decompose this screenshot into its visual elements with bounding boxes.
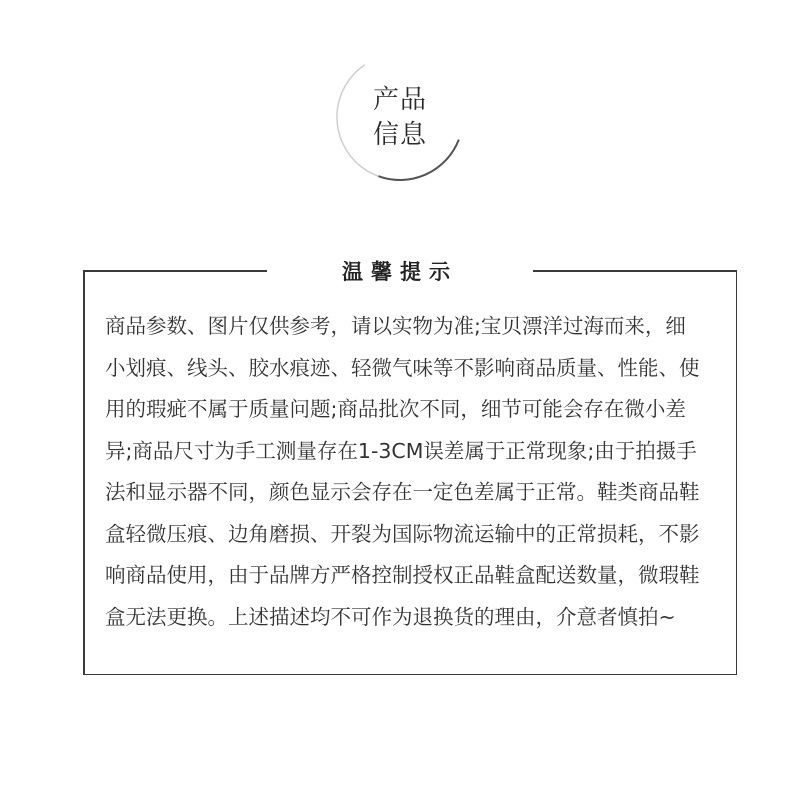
notice-line: 盒无法更换。上述描述均不可作为退换货的理由，介意者慎拍~ [105, 604, 676, 629]
notice-line: 异;商品尺寸为手工测量存在1-3CM误差属于正常现象;由于拍摄手 [105, 438, 697, 463]
notice-line: 响商品使用，由于品牌方严格控制授权正品鞋盒配送数量，微瑕鞋 [105, 563, 700, 587]
notice-border-top-right [533, 270, 737, 272]
notice-line: 小划痕、线头、胶水痕迹、轻微气味等不影响商品质量、性能、使 [105, 355, 700, 380]
notice-border-bottom [83, 674, 737, 676]
notice-line: 盒轻微压痕、边角磨损、开裂为国际物流运输中的正常损耗，不影 [105, 521, 700, 546]
notice-line: 用的瑕疵不属于质量问题;商品批次不同，细节可能会存在微小差 [105, 397, 686, 421]
notice-border-top-left [83, 270, 267, 272]
notice-box [83, 260, 737, 675]
notice-body [105, 306, 725, 638]
notice-line: 商品参数、图片仅供参考，请以实物为准;宝贝漂洋过海而来，细 [105, 314, 686, 338]
badge-title-line2: 信息 [372, 120, 427, 150]
notice-border-left [83, 270, 85, 675]
badge-arc [330, 47, 470, 187]
notice-title: 温馨提示 [342, 260, 458, 284]
product-info-badge [330, 47, 470, 187]
badge-title-line1: 产品 [372, 85, 427, 115]
notice-border-right [736, 270, 738, 675]
notice-line: 法和显示器不同，颜色显示会存在一定色差属于正常。鞋类商品鞋 [105, 480, 700, 504]
